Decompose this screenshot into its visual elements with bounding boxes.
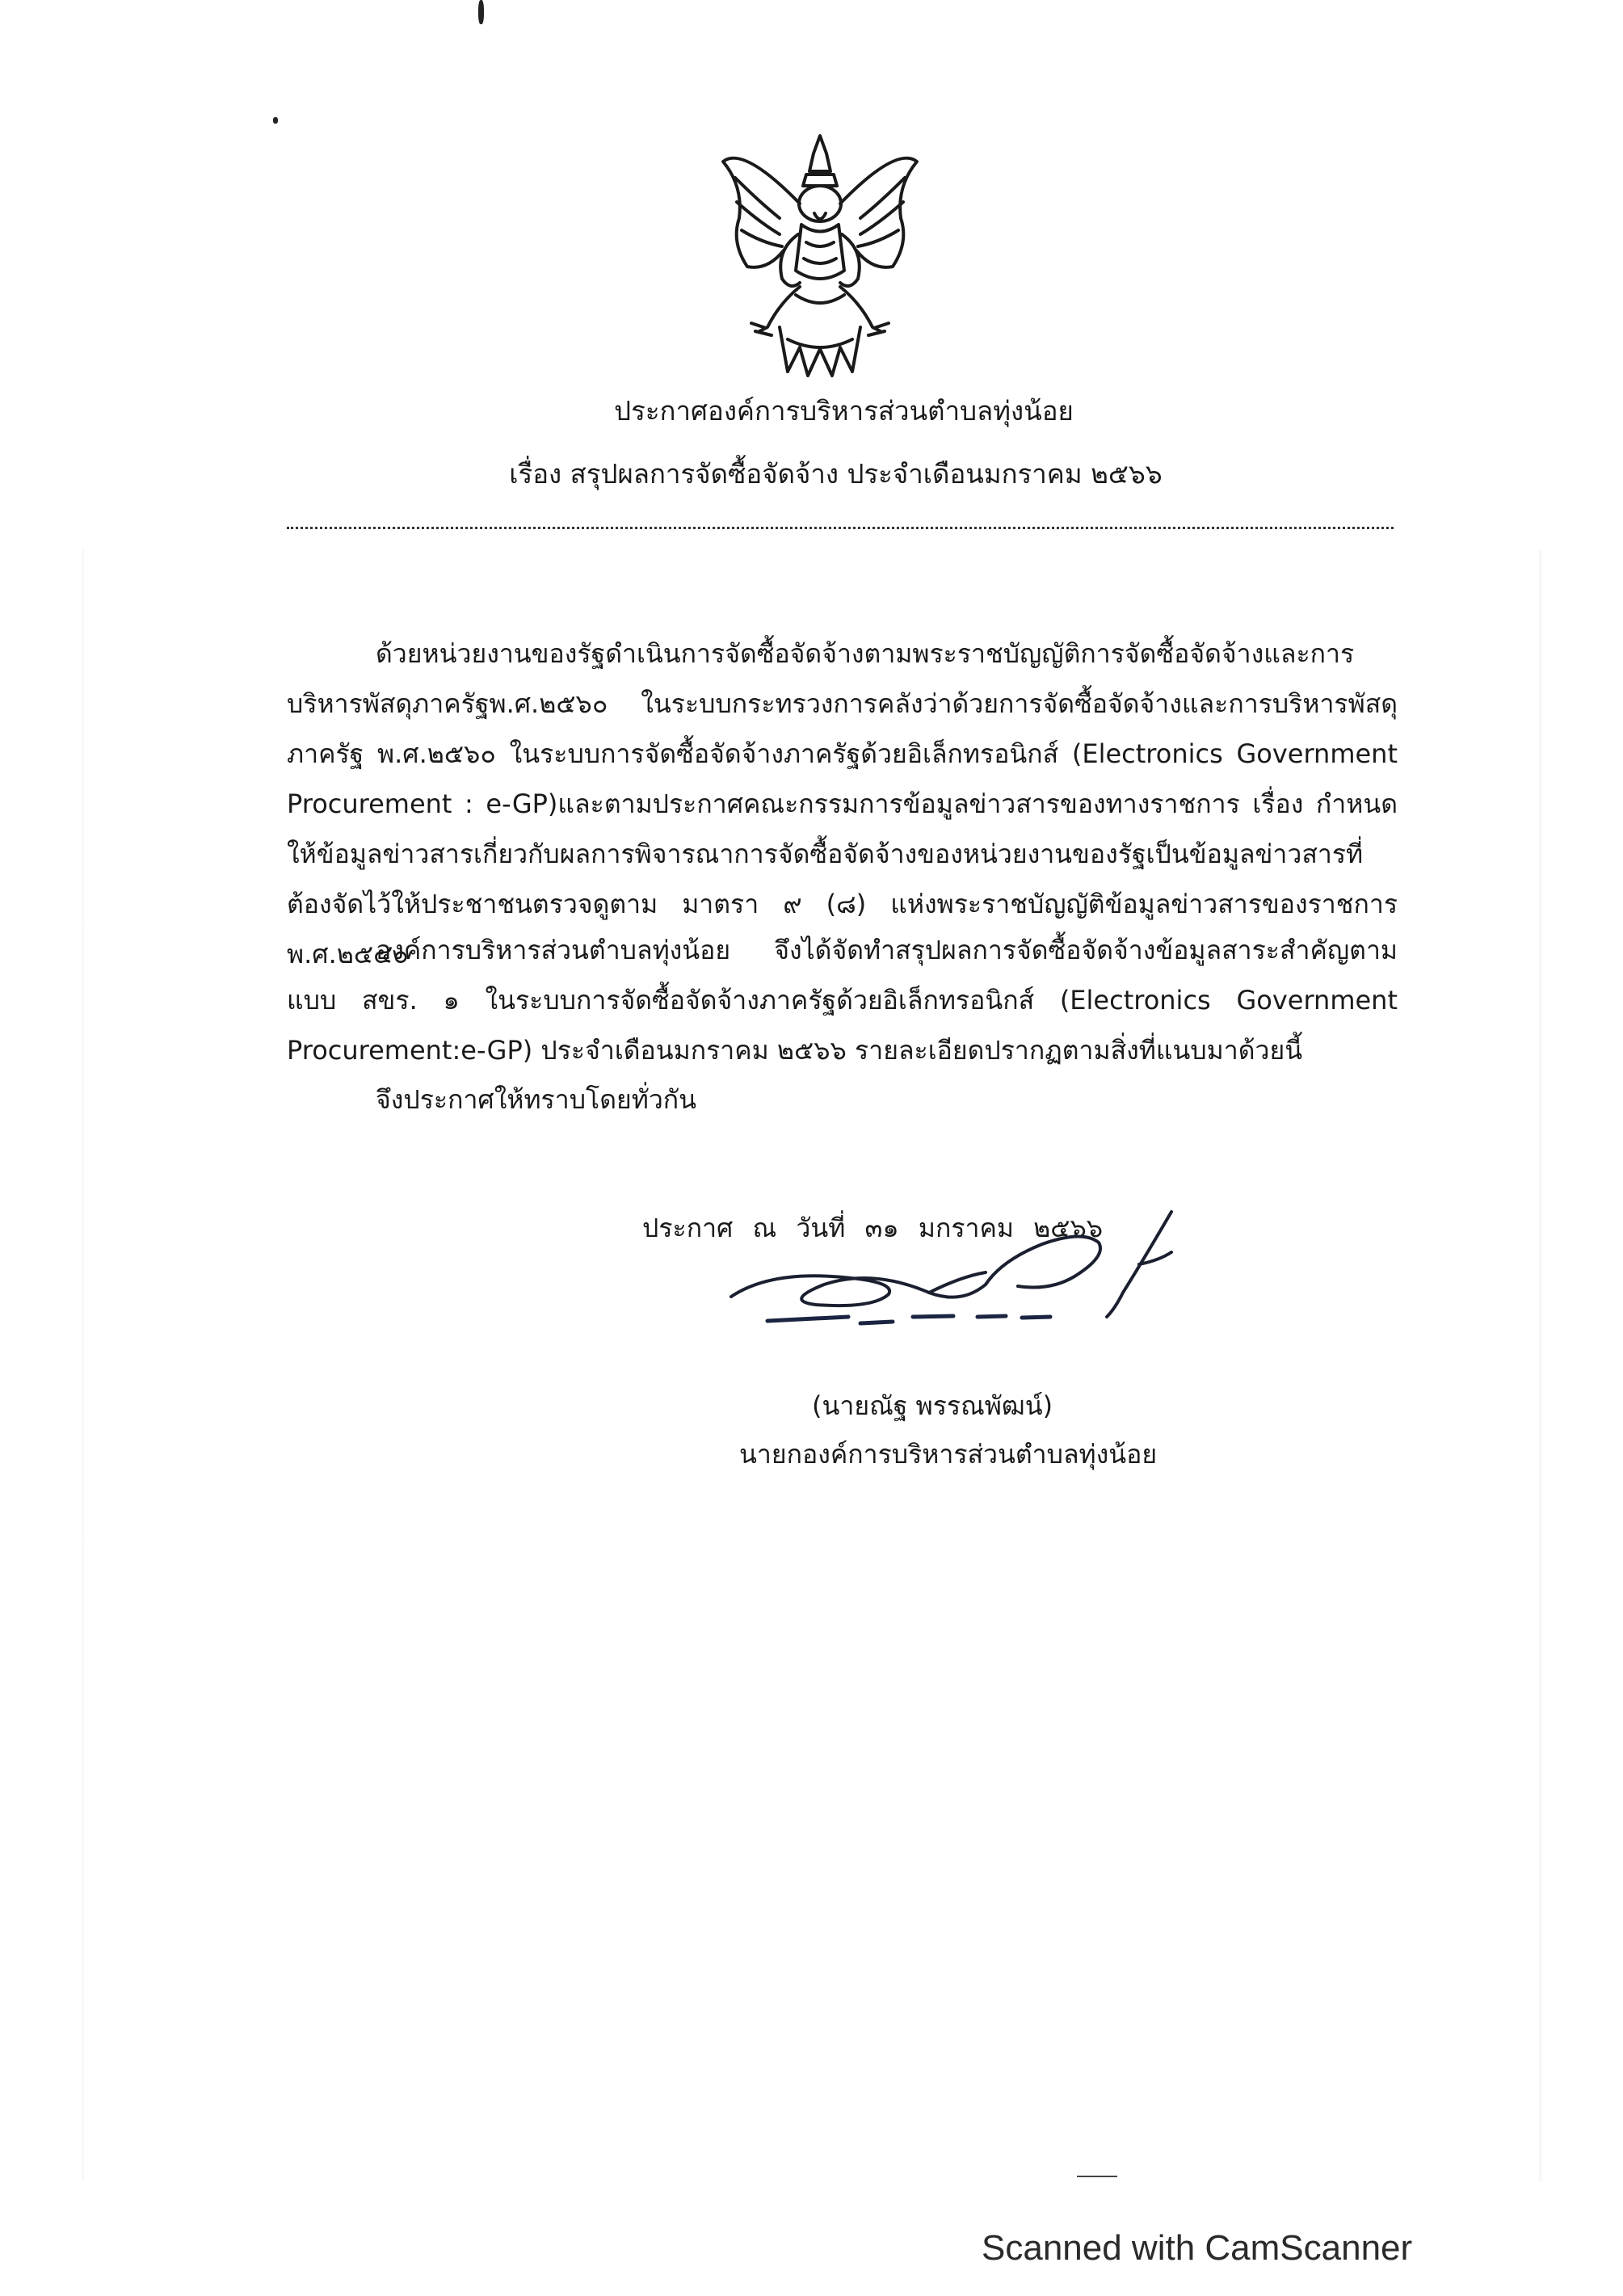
closing-statement: จึงประกาศให้ทราบโดยทั่วกัน bbox=[376, 1084, 697, 1115]
announcement-title: ประกาศองค์การบริหารส่วนตำบลทุ่งน้อย bbox=[614, 395, 1074, 427]
scan-shadow-left bbox=[81, 549, 84, 2181]
announcement-date: ประกาศ ณ วันที่ ๓๑ มกราคม ๒๕๖๖ bbox=[642, 1213, 1104, 1243]
announcement-subject: เรื่อง สรุปผลการจัดซื้อจัดจ้าง ประจำเดือนมกราคม ๒๕๖๖ bbox=[509, 458, 1163, 490]
body-paragraph-2: องค์การบริหารส่วนตำบลทุ่งน้อย จึงได้จัดทำสรุปผลการจัดซื้อจัดจ้างข้อมูลสาระสำคัญตามแบบ สขร. ๑ ในระบบการจัดซื้อจัดจ้างภาครัฐด้วยอิเล็กทรอนิกส์ (Electronics Government Procurement:e-GP) ประจำเดือนมกราคม ๒๕๖๖ รายละเอียดปรากฏตามสิ่งที่แนบมาด้วยนี้ bbox=[287, 935, 1398, 1066]
scan-speck bbox=[273, 117, 278, 124]
scan-speck bbox=[478, 0, 484, 24]
dotted-divider bbox=[287, 527, 1394, 529]
signer-title: นายกองค์การบริหารส่วนตำบลทุ่งน้อย bbox=[739, 1439, 1158, 1470]
garuda-emblem-icon bbox=[711, 129, 929, 388]
body-paragraph-1: ด้วยหน่วยงานของรัฐดำเนินการจัดซื้อจัดจ้างตามพระราชบัญญัติการจัดซื้อจัดจ้างและการบริหารพัสดุภาครัฐพ.ศ.๒๕๖๐ ในระบบกระทรวงการคลังว่าด้วยการจัดซื้อจัดจ้างและการบริหารพัสดุภาครัฐ พ.ศ.๒๕๖๐ ในระบบการจัดซื้อจัดจ้างภาครัฐด้วยอิเล็กทรอนิกส์ (Electronics Government Procurement : e-GP)และตามประกาศคณะกรรมการข้อมูลข่าวสารของทางราชการ เรื่อง กำหนดให้ข้อมูลข่าวสารเกี่ยวกับผลการพิจารณาการจัดซื้อจัดจ้างของหน่วยงานของรัฐเป็นข้อมูลข่าวสารที่ต้องจัดไว้ให้ประชาชนตรวจดูตาม มาตรา ๙ (๘) แห่งพระราชบัญญัติข้อมูลข่าวสารของราชการ พ.ศ.๒๕๔๐ bbox=[287, 638, 1398, 969]
signer-name: (นายณัฐ พรรณพัฒน์) bbox=[812, 1390, 1053, 1421]
scanner-watermark: Scanned with CamScanner bbox=[982, 2228, 1413, 2268]
scan-artifact-line bbox=[1077, 2176, 1117, 2177]
scan-shadow-right bbox=[1539, 549, 1544, 2181]
handwritten-signature bbox=[719, 1196, 1188, 1349]
